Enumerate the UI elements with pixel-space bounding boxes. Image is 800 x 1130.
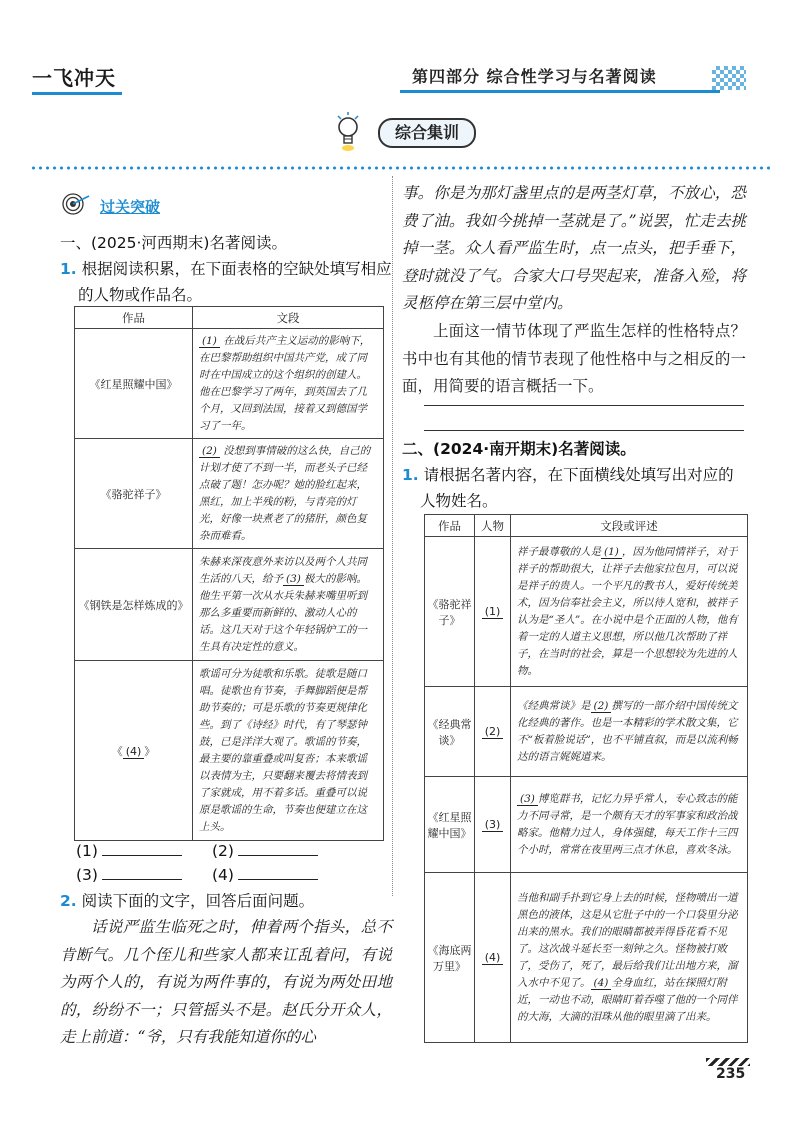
- blank-field[interactable]: (4): [591, 977, 612, 990]
- question-2: [60, 888, 314, 914]
- work-cell: 《海底两万里》: [425, 873, 475, 1043]
- question-text: 根据阅读积累，在下面表格的空缺处填写相应: [81, 260, 392, 278]
- passage-cell: 歌谣可分为徒歌和乐歌。徒歌是随口唱。徒歌也有节奏，手舞脚蹈便是帮助节奏的；可是乐歌的节奏更规律化些。到了《诗经》时代，有了琴瑟钟鼓，已是洋洋大观了。歌谣的节奏，最主要的靠重叠或叫复沓；本来歌谣以表情为主，只要翻来覆去将情表到了家就成，用不着多话。重叠可以说原是歌谣的生命，节奏也便建立在这上头。: [193, 661, 384, 841]
- table-row: [425, 777, 748, 873]
- table-row: [425, 537, 748, 687]
- blank-field[interactable]: (1): [601, 546, 622, 559]
- table-header: 文段或评述: [511, 515, 748, 537]
- work-cell: 《经典常谈》: [425, 687, 475, 777]
- work-cell: 《红星照耀中国》: [425, 777, 475, 873]
- passage-text: 祥子最尊敬的人是: [517, 545, 601, 558]
- question-2-1: [402, 462, 734, 488]
- brand-underline: [32, 92, 122, 95]
- lightbulb-icon: [334, 112, 362, 152]
- table-header: 作品: [75, 307, 193, 329]
- blank-field[interactable]: (1): [199, 335, 220, 348]
- passage-cell: [193, 549, 384, 661]
- passage-text: 当他和副手扑到它身上去的时候，怪物喷出一道黑色的液体，这是从它肚子中的一个口袋里分泌出来的黑水。我们的眼睛都被弄得昏花看不见了。这次战斗延长至一刻钟之久。怪物被打败了，受伤了，死了，最后给我们让出地方来，溜入水中不见了。: [517, 891, 738, 989]
- work-cell: [75, 661, 193, 841]
- table-header: 作品: [425, 515, 475, 537]
- question-2-1-cont: 人物姓名。: [420, 492, 498, 510]
- blank-field[interactable]: (3): [517, 793, 538, 806]
- passage-cell: [511, 537, 748, 687]
- passage-text: 在战后共产主义运动的影响下，在巴黎帮助组织中国共产党，成了同时在中国成立的这个组织的创建人。他在巴黎学习了两年，到英国去了几个月，又回到法国，接着又到德国学习了一年。: [199, 334, 371, 432]
- question-number: 2.: [60, 892, 77, 910]
- blank-field[interactable]: (2): [482, 725, 504, 739]
- question-text: 请根据名著内容，在下面横线处填写出对应的: [423, 466, 734, 484]
- answer-2[interactable]: (2): [212, 838, 318, 864]
- question-2-title: 二、(2024·南开期末)名著阅读。: [402, 440, 636, 458]
- page-number: [706, 1058, 756, 1084]
- work-cell: 《骆驼祥子》: [425, 537, 475, 687]
- passage-cell: [511, 687, 748, 777]
- passage-text: 没想到事情破的这么快，自己的计划才使了不到一半，而老头子已经点破了题！怎办呢？她的脸红起来，黑红，加上半残的粉，与青亮的灯光，好像一块煮老了的猪肝，颜色复杂而难看。: [199, 444, 371, 542]
- blank-field[interactable]: (2): [199, 445, 220, 458]
- person-cell[interactable]: [475, 873, 511, 1043]
- question-1-1: [60, 256, 392, 282]
- answer-line[interactable]: [424, 430, 744, 431]
- passage-text: 《经典常谈》是: [517, 699, 591, 712]
- sub-heading: 过关突破: [100, 198, 161, 216]
- section-title: 综合集训: [378, 118, 476, 148]
- passage-text: 博览群书，记忆力异乎常人，专心致志的能力不同寻常，是一个颇有天才的军事家和政治战略家。他精力过人，身体强健，每天工作十三四个小时，常常在夜里两三点才休息，喜欢冬泳。: [517, 792, 738, 856]
- table-2: [424, 514, 748, 1043]
- question-2-prompt: 上面这一情节体现了严监生怎样的性格特点？书中也有其他的情节表现了他性格中与之相反的一面，用简要的语言概括一下。: [402, 322, 746, 395]
- blank-field[interactable]: (4): [123, 745, 145, 759]
- passage-cell: [511, 777, 748, 873]
- passage-text: 撰写的一部介绍中国传统文化经典的著作。也是一本精彩的学术散文集，它不“板着脸说话”，也不平铺直叙，而是以流利畅达的语言娓娓道来。: [517, 699, 738, 763]
- table-header: 人物: [475, 515, 511, 537]
- question-text: 阅读下面的文字，回答后面问题。: [81, 892, 315, 910]
- blank-field[interactable]: (3): [482, 818, 504, 832]
- reading-passage-cont: 事。你是为那灯盏里点的是两茎灯草，不放心，恐费了油。我如今挑掉一茎就是了。”说罢，忙走去挑掉一茎。众人看严监生时，点一点头，把手垂下，登时就没了气。合家大口号哭起来，准备入殓，将灵柩停在第三层中堂内。: [402, 184, 746, 312]
- table-row: [425, 873, 748, 1043]
- question-number: 1.: [402, 466, 419, 484]
- work-bracket: 《: [111, 744, 123, 758]
- work-cell: 《红星照耀中国》: [75, 329, 193, 439]
- header-rule: [400, 90, 720, 93]
- question-1-title: 一、(2025·河西期末)名著阅读。: [60, 234, 287, 252]
- answer-3[interactable]: (3): [76, 862, 182, 888]
- table-row: [75, 439, 384, 549]
- answer-line[interactable]: [424, 405, 744, 406]
- passage-cell: [193, 439, 384, 549]
- part-title: 第四部分 综合性学习与名著阅读: [412, 67, 657, 86]
- blank-field[interactable]: (2): [591, 700, 612, 713]
- person-cell[interactable]: [475, 537, 511, 687]
- checker-decoration-icon: [712, 66, 746, 90]
- work-cell: 《钢铁是怎样炼成的》: [75, 549, 193, 661]
- work-cell: 《骆驼祥子》: [75, 439, 193, 549]
- person-cell[interactable]: [475, 777, 511, 873]
- passage-text: ，因为他同情祥子，对于祥子的帮助很大，让祥子去他家拉包月，可以说是祥子的贵人。一个平凡的教书人，爱好传统美术，因为信奉社会主义，所以待人宽和，被祥子认为是“圣人”。在小说中是个正面的人物，他有着一定的人道主义思想，所以他几次帮助了祥子，在当时的社会，算是一个思想较为先进的人物。: [517, 545, 738, 677]
- question-number: 1.: [60, 260, 77, 278]
- table-row: [75, 549, 384, 661]
- work-bracket: 》: [144, 744, 156, 758]
- passage-cell: [511, 873, 748, 1043]
- question-1-1-cont: 的人物或作品名。: [78, 286, 203, 304]
- answer-1[interactable]: (1): [76, 838, 182, 864]
- passage-text: 朱赫来深夜意外来访以及两个人共同生活的八天，给予: [199, 555, 367, 585]
- blank-field[interactable]: (3): [283, 573, 304, 586]
- table-row: [425, 687, 748, 777]
- dotted-divider: [30, 166, 770, 170]
- table-header: 文段: [193, 307, 384, 329]
- table-row: [75, 329, 384, 439]
- person-cell[interactable]: [475, 687, 511, 777]
- column-divider: [392, 176, 393, 896]
- target-arrow-icon: [62, 192, 90, 216]
- passage-text: 全身血红，站在探照灯附近，一动也不动，眼睛盯着吞噬了他的一个同伴的大海，大滴的泪珠从他的眼里滴了出来。: [517, 976, 738, 1023]
- page-number-text: 235: [716, 1066, 746, 1082]
- page-number-decoration-icon: [706, 1058, 750, 1066]
- brand-logo: 一飞冲天: [32, 66, 116, 90]
- blank-field[interactable]: (1): [482, 605, 504, 619]
- blank-field[interactable]: (4): [482, 951, 504, 965]
- passage-cell: [193, 329, 384, 439]
- reading-passage: 话说严监生临死之时，伸着两个指头，总不肯断气。几个侄儿和些家人都来讧乱着问，有说为两个人的，有说为两件事的，有说为两处田地的，纷纷不一；只管摇头不是。赵氏分开众人，走上前道：“爷，只有我能知道你的心: [60, 918, 392, 1046]
- answer-4[interactable]: (4): [212, 862, 318, 888]
- table-1: [74, 306, 384, 841]
- table-row: [75, 661, 384, 841]
- passage-text: 极大的影响。他生平第一次从水兵朱赫来嘴里听到那么多重要而新鲜的、激动人心的话。这几天对于这个年轻锅炉工的一生具有决定性的意义。: [199, 572, 367, 653]
